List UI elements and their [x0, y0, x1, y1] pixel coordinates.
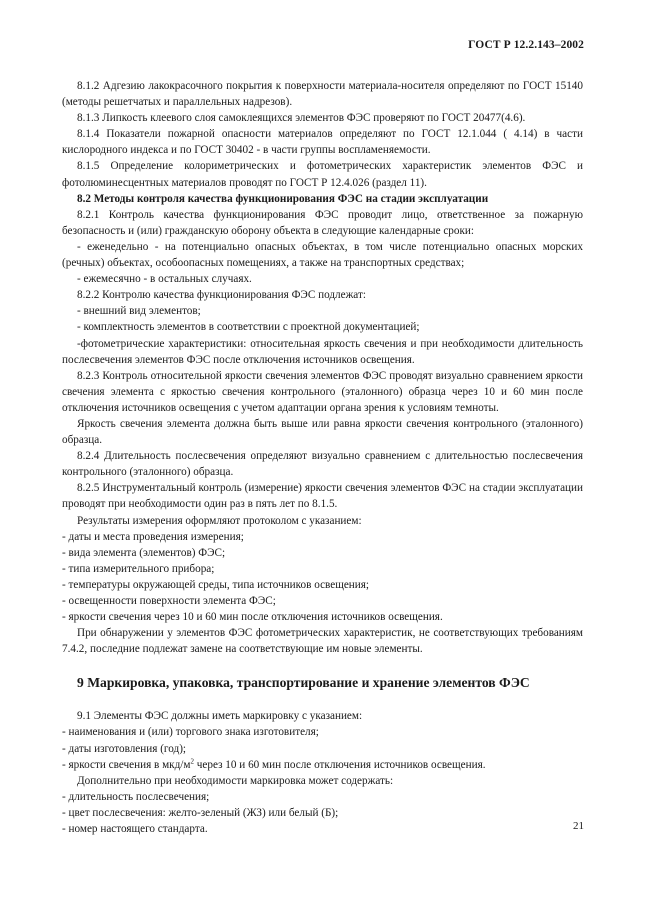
paragraph: - температуры окружающей среды, типа источников освещения; [62, 578, 370, 591]
paragraph: - яркости свечения через 10 и 60 мин после отключения источников освещения. [62, 611, 443, 624]
paragraph: При обнаружении у элементов ФЭС фотометрических характеристик, не соответствующих требованиям 7.4.2, последние подлежат замене на соответствующие им новые элементы. [62, 627, 583, 656]
paragraph: - номер настоящего стандарта. [62, 823, 208, 836]
paragraph: 8.1.3 Липкость клеевого слоя самоклеящихся элементов ФЭС проверяют по ГОСТ 20477(4.6). [77, 112, 526, 125]
section-9-heading: 9 Маркировка, упаковка, транспортирование и хранение элементов ФЭС [77, 675, 530, 691]
paragraph: 9.1 Элементы ФЭС должны иметь маркировку с указанием: [77, 710, 363, 723]
paragraph: - комплектность элементов в соответствии с проектной документацией; [77, 321, 420, 334]
paragraph: 8.2.1 Контроль качества функционирования ФЭС проводит лицо, ответственное за пожарную безопасность и (или) гражданскую оборону объекта в следующие календарные сроки: [62, 208, 583, 237]
paragraph: - наименования и (или) торгового знака изготовителя; [62, 726, 319, 739]
paragraph: - вида элемента (элементов) ФЭС; [62, 546, 226, 559]
paragraph: 8.1.5 Определение колориметрических и фотометрических характеристик элементов ФЭС и фотолюминесцентных материалов проводят по ГОСТ Р 12.4.026 (раздел 11). [62, 160, 583, 189]
document-body [62, 78, 583, 837]
paragraph: - цвет послесвечения: желто-зеленый (ЖЗ) или белый (Б); [62, 806, 339, 819]
paragraph: Дополнительно при необходимости маркировка может содержать: [77, 774, 394, 787]
document-header: ГОСТ Р 12.2.143–2002 [468, 39, 584, 51]
section-9-content [62, 708, 583, 837]
paragraph: - длительность послесвечения; [62, 790, 210, 803]
paragraph: - даты изготовления (год); [62, 742, 187, 755]
paragraph: 8.2.2 Контролю качества функционирования ФЭС подлежат: [77, 289, 366, 302]
paragraph: - ежемесячно - в остальных случаях. [77, 273, 252, 286]
paragraph: - освещенности поверхности элемента ФЭС; [62, 595, 276, 607]
paragraph: -фотометрические характеристики: относительная яркость свечения и при необходимости длительность послесвечения элементов ФЭС после отключения источников освещения. [62, 337, 583, 366]
paragraph: - даты и места проведения измерения; [62, 530, 244, 543]
paragraph: 8.2 Методы контроля качества функционирования ФЭС на стадии эксплуатации [77, 192, 489, 205]
paragraph: 8.1.2 Адгезию лакокрасочного покрытия к поверхности материала-носителя определяют по ГОСТ 15140 (методы решетчатых и параллельных надрезов). [62, 80, 583, 109]
paragraph: - еженедельно - на потенциально опасных объектах, в том числе потенциально опасных морских (речных) объектах, особоопасных помещениях, а также на транспортных средствах; [62, 240, 583, 270]
paragraph: Результаты измерения оформляют протоколом с указанием: [77, 514, 362, 527]
paragraph: 8.1.4 Показатели пожарной опасности материалов определяют по ГОСТ 12.1.044 ( 4.14) в части кислородного индекса и по ГОСТ 30402 - в части группы воспламеняемости. [62, 128, 583, 157]
paragraph: 8.2.5 Инструментальный контроль (измерение) яркости свечения элементов ФЭС на стадии эксплуатации проводят при необходимости один раз в пять лет по 8.1.5. [62, 482, 583, 511]
paragraph: 8.2.4 Длительность послесвечения определяют визуально сравнением с длительностью послесвечения контрольного (эталонного) образца. [62, 450, 583, 479]
paragraph: - внешний вид элементов; [77, 305, 201, 318]
paragraph: - типа измерительного прибора; [62, 562, 215, 575]
paragraph: Яркость свечения элемента должна быть выше или равна яркости свечения контрольного (эталонного) образца. [62, 417, 583, 447]
paragraph: 8.2.3 Контроль относительной яркости свечения элементов ФЭС проводят визуально сравнением яркости свечения элемента с яркостью свечения контрольного (эталонного) образца через 10 и 60 мин после отключения источников освещения с учетом адаптации органа зрения к условиям темноты. [62, 369, 583, 414]
paragraph: - яркости свечения в мкд/$м^2$ через 10 и 60 мин после отключения источников освещения. [62, 756, 486, 771]
page-number: 21 [573, 820, 584, 832]
section-8-content [62, 78, 583, 657]
